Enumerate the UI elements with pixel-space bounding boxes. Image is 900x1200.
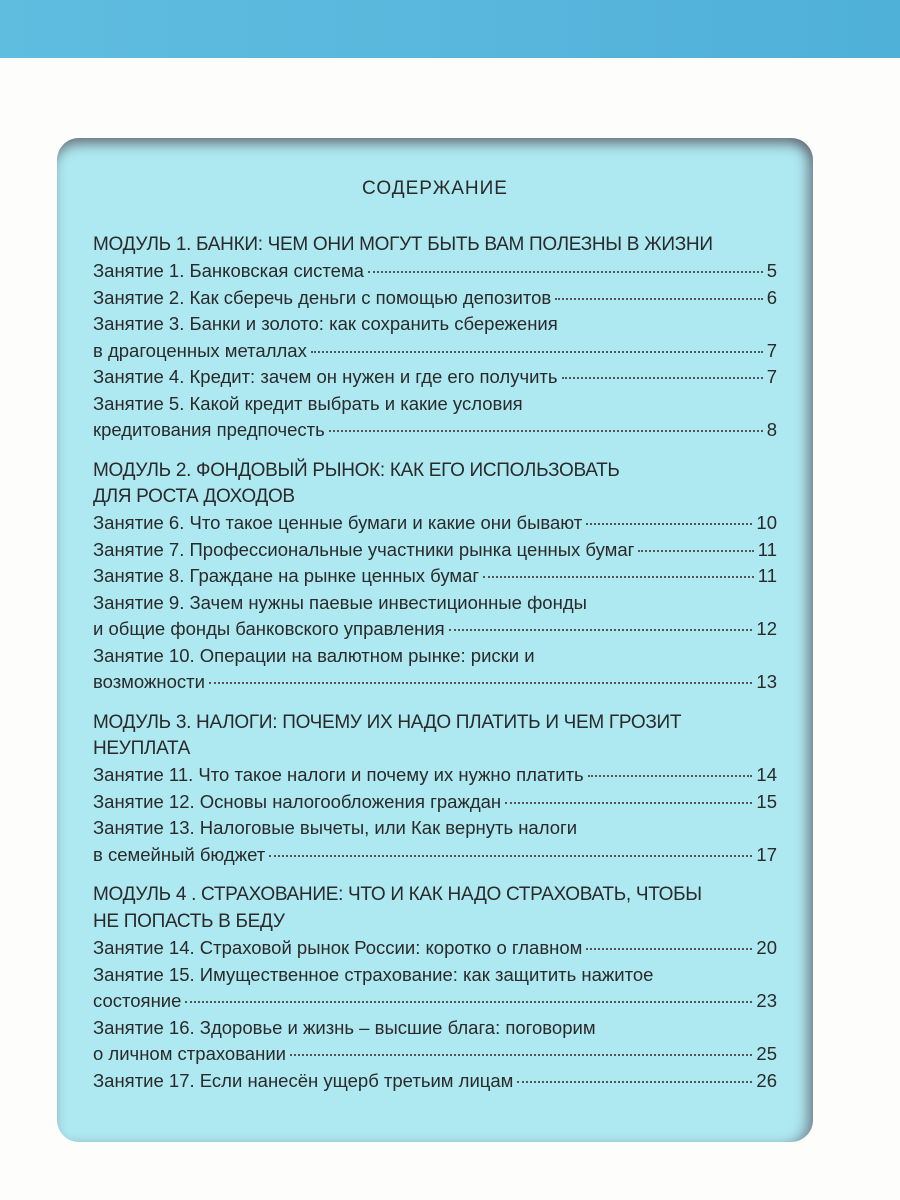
module-section (93, 710, 777, 869)
toc-entry[interactable] (93, 364, 777, 391)
toc-entry-line (93, 1068, 777, 1095)
entry-title: состояние (93, 990, 182, 1012)
toc-entry-line (93, 1041, 777, 1068)
dot-leader (269, 855, 752, 857)
dot-leader (588, 775, 753, 777)
dot-leader (209, 682, 753, 684)
table-of-contents (93, 176, 777, 1108)
entry-title: Занятие 1. Банковская система (93, 260, 364, 282)
entry-title: кредитования предпочесть (93, 419, 325, 441)
toc-entry-line (93, 537, 777, 564)
entry-title: Занятие 5. Какой кредит выбрать и какие условия (93, 392, 523, 414)
module-section (93, 882, 777, 1094)
toc-entry-line (93, 258, 777, 285)
toc-entry-line (93, 563, 777, 590)
toc-entry[interactable] (93, 962, 777, 1015)
entry-title: Занятие 16. Здоровье и жизнь – высшие блага: поговорим (93, 1016, 596, 1038)
page-number: 5 (766, 260, 777, 282)
dot-leader (290, 1054, 752, 1056)
toc-entry[interactable] (93, 391, 777, 444)
module-section (93, 458, 777, 696)
entry-title: и общие фонды банковского управления (93, 618, 445, 640)
toc-entry[interactable] (93, 762, 777, 789)
dot-leader (483, 576, 754, 578)
module-title: МОДУЛЬ 3. НАЛОГИ: ПОЧЕМУ ИХ НАДО ПЛАТИТЬ И ЧЕМ ГРОЗИТ (93, 711, 682, 733)
toc-entry-line (93, 842, 777, 869)
module-section (93, 232, 777, 444)
toc-entry-line (93, 616, 777, 643)
entry-title: Занятие 6. Что такое ценные бумаги и какие они бывают (93, 512, 583, 534)
toc-entry-line (93, 935, 777, 962)
dot-leader (505, 802, 752, 804)
page-number: 11 (757, 538, 777, 560)
toc-entry[interactable] (93, 590, 777, 643)
entry-title: Занятие 15. Имущественное страхование: как защитить нажитое (93, 963, 654, 985)
module-title: МОДУЛЬ 1. БАНКИ: ЧЕМ ОНИ МОГУТ БЫТЬ ВАМ ПОЛЕЗНЫ В ЖИЗНИ (93, 234, 713, 255)
page-number: 12 (756, 618, 777, 640)
dot-leader (517, 1081, 752, 1083)
toc-entry[interactable] (93, 1015, 777, 1068)
entry-title: Занятие 11. Что такое налоги и почему их нужно платить (93, 764, 584, 786)
toc-entry[interactable] (93, 537, 777, 564)
entry-title: Занятие 13. Налоговые вычеты, или Как вернуть налоги (93, 817, 578, 839)
toc-entry[interactable] (93, 510, 777, 537)
dot-leader (586, 523, 752, 525)
toc-entry-line (93, 338, 777, 365)
entry-title: о личном страховании (93, 1043, 286, 1065)
toc-entry-line (93, 417, 777, 444)
page-number: 7 (766, 366, 777, 388)
toc-entry[interactable] (93, 1068, 777, 1095)
toc-entry-line (93, 510, 777, 537)
entry-title: Занятие 12. Основы налогообложения граждан (93, 790, 502, 812)
dot-leader (368, 271, 763, 273)
page-number: 15 (756, 790, 777, 812)
dot-leader (638, 550, 753, 552)
page-number: 14 (756, 764, 777, 786)
cover-band (0, 0, 900, 58)
module-title: МОДУЛЬ 2. ФОНДОВЫЙ РЫНОК: КАК ЕГО ИСПОЛЬЗОВАТЬ (93, 459, 620, 481)
toc-entry-line (93, 364, 777, 391)
toc-entry[interactable] (93, 815, 777, 868)
toc-entry[interactable] (93, 563, 777, 590)
toc-entry[interactable] (93, 285, 777, 312)
entry-title: Занятие 2. Как сберечь деньги с помощью депозитов (93, 286, 552, 308)
toc-entry[interactable] (93, 789, 777, 816)
page-number: 25 (756, 1043, 777, 1065)
entry-title: Занятие 14. Страховой рынок России: коротко о главном (93, 937, 583, 959)
entry-title: Занятие 9. Зачем нужны паевые инвестиционные фонды (93, 591, 587, 613)
dot-leader (555, 298, 762, 300)
page-number: 26 (756, 1069, 777, 1091)
page-number: 13 (756, 671, 777, 693)
page-number: 10 (756, 512, 777, 534)
page-number: 20 (756, 937, 777, 959)
page-number: 7 (766, 339, 777, 361)
dot-leader (586, 948, 752, 950)
toc-entry-line (93, 285, 777, 312)
page-number: 11 (757, 565, 777, 587)
module-title: ДЛЯ РОСТА ДОХОДОВ (93, 486, 295, 508)
dot-leader (311, 351, 763, 353)
toc-entry-line (93, 669, 777, 696)
entry-title: в драгоценных металлах (93, 339, 307, 361)
toc-entry-line (93, 762, 777, 789)
toc-entry-line (93, 988, 777, 1015)
dot-leader (329, 430, 763, 432)
entry-title: в семейный бюджет (93, 843, 266, 865)
toc-entry[interactable] (93, 258, 777, 285)
toc-entry[interactable] (93, 935, 777, 962)
module-title: НЕ ПОПАСТЬ В БЕДУ (93, 910, 285, 932)
dot-leader (185, 1001, 752, 1003)
module-title: МОДУЛЬ 4 . СТРАХОВАНИЕ: ЧТО И КАК НАДО СТРАХОВАТЬ, ЧТОБЫ (93, 884, 702, 906)
entry-title: Занятие 7. Профессиональные участники рынка ценных бумаг (93, 538, 635, 560)
entry-title: возможности (93, 671, 205, 693)
page-number: 17 (756, 843, 777, 865)
entry-title: Занятие 4. Кредит: зачем он нужен и где его получить (93, 366, 558, 388)
dot-leader (449, 629, 753, 631)
page-title: СОДЕРЖАНИЕ (362, 178, 508, 199)
toc-entry-line (93, 789, 777, 816)
toc-entry[interactable] (93, 643, 777, 696)
module-title: НЕУПЛАТА (93, 738, 191, 760)
entry-title: Занятие 3. Банки и золото: как сохранить сбережения (93, 313, 558, 335)
page-number: 8 (766, 419, 777, 441)
entry-title: Занятие 8. Граждане на рынке ценных бумаг (93, 565, 480, 587)
toc-entry[interactable] (93, 311, 777, 364)
page-number: 23 (756, 990, 777, 1012)
dot-leader (562, 377, 763, 379)
entry-title: Занятие 10. Операции на валютном рынке: риски и (93, 644, 535, 666)
page-number: 6 (766, 286, 777, 308)
entry-title: Занятие 17. Если нанесён ущерб третьим лицам (93, 1069, 514, 1091)
